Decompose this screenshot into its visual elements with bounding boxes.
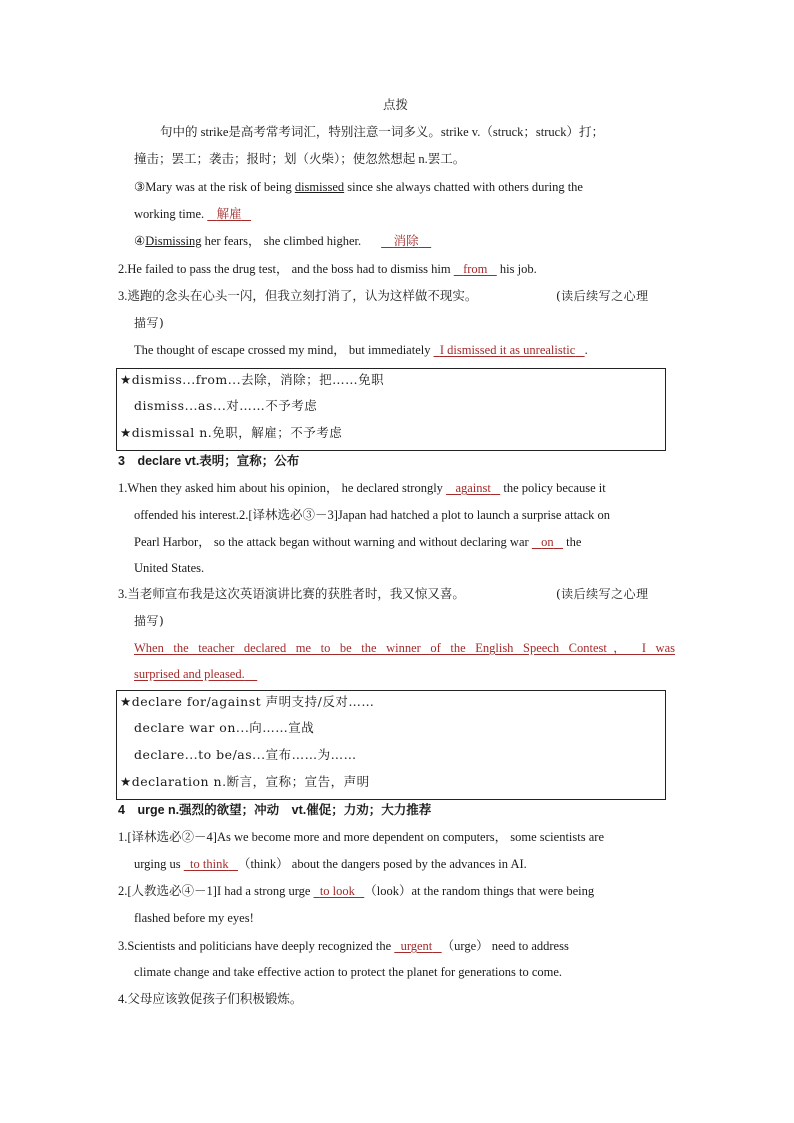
declare-q2-cont: United States. [134,561,205,575]
declare-q3: 3.当老师宣布我是这次英语演讲比赛的获胜者时，我又惊又喜。 [118,587,465,601]
answer-blank: to think [190,857,229,871]
declare-q3-answer-cont: surprised and pleased. [134,667,245,681]
dismiss-q3b-en: The thought of escape crossed my mind， but immediately I dismissed it as unrealistic . [134,343,588,357]
box-line: ★dismissal n.免职，解雇；不予考虑 [120,425,343,440]
declare-heading: 3 declare vt.表明；宣称；公布 [118,454,300,468]
dismiss-q2: 2.He failed to pass the drug test， and the boss had to dismiss him from his job. [118,262,537,276]
dismiss-q3b-tag: (读后续写之心理 [556,289,649,303]
answer-blank: on [541,535,554,549]
box-line: dismiss...as...对……不予考虑 [134,398,318,413]
dismiss-q3-cont: working time. 解雇 [134,206,251,222]
declare-q1-cont: offended his interest.2.[译林选必③－3]Japan had hatched a plot to launch a surprise attack on [134,508,611,522]
urge-q2-cont: flashed before my eyes! [134,911,254,925]
declare-q1: 1.When they asked him about his opinion， he declared strongly against the policy because it [118,481,606,495]
answer-blank: 解雇 [216,207,242,221]
answer-blank: against [455,481,491,495]
declare-q3-tag2: 描写) [134,614,165,628]
urge-q3-cont: climate change and take effective action to protect the planet for generations to come. [134,965,563,979]
dismiss-phrase-box [116,368,666,451]
declare-q2: Pearl Harbor， so the attack began without warning and without declaring war on the [134,535,582,549]
urge-q1: 1.[译林选必②－4]As we become more and more dependent on computers， some scientists are [118,830,604,844]
urge-q4: 4.父母应该敦促孩子们积极锻炼。 [118,992,303,1006]
box-line: ★declare for/against 声明支持/反对…… [120,694,375,709]
urge-q1-cont: urging us to think （think） about the dangers posed by the advances in AI. [134,857,527,871]
box-line: declare war on...向……宣战 [134,720,315,735]
urge-q3: 3.Scientists and politicians have deeply recognized the urgent （urge） need to address [118,939,569,953]
box-line: declare...to be/as...宣布……为…… [134,747,357,762]
section-title: 点拨 [383,98,409,112]
answer-blank: I dismissed it as unrealistic [439,343,576,357]
answer-blank: from [463,262,488,276]
urge-q2: 2.[人教选必④－1]I had a strong urge to look （look）at the random things that were being [118,884,595,898]
box-line: ★declaration n.断言，宣称；宣告，声明 [120,774,370,789]
declare-q3-answer: When the teacher declared me to be the winner of the English Speech Contest， I was [134,641,675,655]
strike-note-line2: 撞击；罢工；袭击；报时；划（火柴）；使忽然想起 n.罢工。 [134,152,466,166]
answer-blank: 消除 [393,234,419,248]
dismiss-q3b: 3.逃跑的念头在心头一闪，但我立刻打消了，认为这样做不现实。 [118,289,478,303]
answer-blank: to look [319,884,355,898]
declare-phrase-box [116,690,666,800]
box-line: ★dismiss...from...去除，消除；把……免职 [120,372,385,387]
answer-blank: urgent [400,939,433,953]
dismiss-q3: ③Mary was at the risk of being dismissed since she always chatted with others during the [134,180,583,194]
dismiss-q3b-tag2: 描写) [134,316,165,330]
dismiss-q4: ④Dismissing her fears， she climbed higher. 消除 [134,233,431,249]
strike-note-line1: 句中的 strike是高考常考词汇，特别注意一词多义。strike v.（struck；struck）打； [160,125,604,139]
urge-heading: 4 urge n.强烈的欲望；冲动 vt.催促；力劝；大力推荐 [118,803,432,817]
declare-q3-tag: (读后续写之心理 [556,587,649,601]
